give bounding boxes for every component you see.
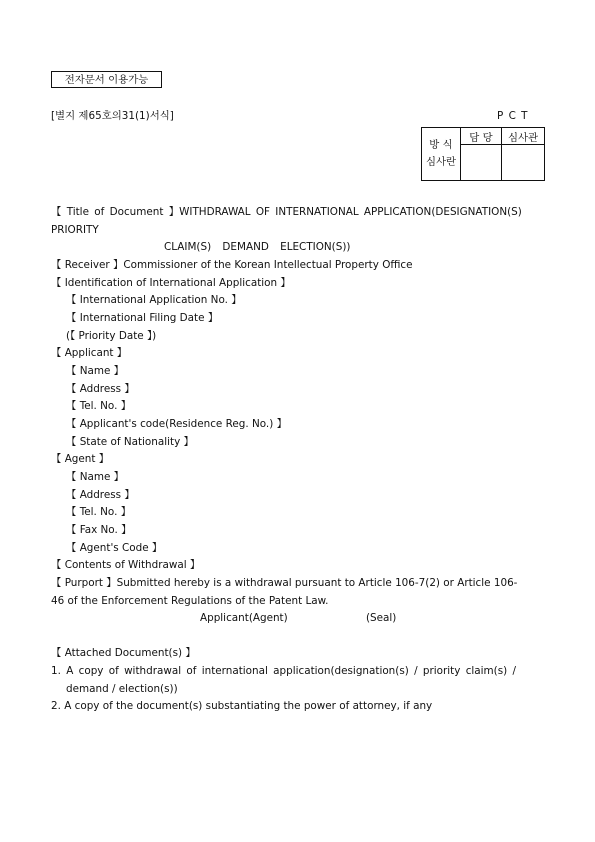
agent-fax: 【 Fax No. 】 bbox=[66, 524, 132, 536]
applicant-code: 【 Applicant's code(Residence Reg. No.) 】 bbox=[66, 418, 287, 430]
review-box-col2-header: 심사관 bbox=[502, 128, 545, 145]
electronic-document-badge: 전자문서 이용가능 bbox=[51, 71, 162, 88]
agent-code: 【 Agent's Code 】 bbox=[66, 542, 163, 554]
title-line-1: 【 Title of Document 】WITHDRAWAL OF INTERNATIONAL APPLICATION(DESIGNATION(S) bbox=[51, 206, 522, 218]
purport-line-2: 46 of the Enforcement Regulations of the Patent Law. bbox=[51, 595, 329, 607]
international-filing-date: 【 International Filing Date 】 bbox=[66, 312, 219, 324]
attached-item-1-line-1: 1. A copy of withdrawal of international application(designation(s) / priority claim(s) / bbox=[51, 665, 516, 677]
review-box-label-line1: 방 식 bbox=[429, 139, 453, 151]
review-box-col1-cell bbox=[461, 145, 502, 181]
form-number: [별지 제65호의31(1)서식] bbox=[51, 110, 174, 122]
applicant-name: 【 Name 】 bbox=[66, 365, 125, 377]
review-box-label-line2: 심사란 bbox=[425, 156, 457, 168]
pct-label: P C T bbox=[497, 110, 529, 122]
attached-item-1-line-2: demand / election(s)) bbox=[66, 683, 178, 695]
attached-heading: 【 Attached Document(s) 】 bbox=[51, 647, 196, 659]
agent-address: 【 Address 】 bbox=[66, 489, 135, 501]
applicant-nationality: 【 State of Nationality 】 bbox=[66, 436, 194, 448]
applicant-tel: 【 Tel. No. 】 bbox=[66, 400, 132, 412]
purport-line-1: 【 Purport 】Submitted hereby is a withdrawal pursuant to Article 106-7(2) or Article 106- bbox=[51, 577, 518, 589]
identification-heading: 【 Identification of International Application 】 bbox=[51, 277, 291, 289]
international-application-no: 【 International Application No. 】 bbox=[66, 294, 242, 306]
priority-date: (【 Priority Date 】) bbox=[66, 330, 157, 342]
review-box bbox=[421, 127, 545, 181]
seal-label: (Seal) bbox=[366, 612, 397, 624]
agent-heading: 【 Agent 】 bbox=[51, 453, 110, 465]
review-box-col1-header: 담 당 bbox=[461, 128, 502, 145]
applicant-address: 【 Address 】 bbox=[66, 383, 135, 395]
title-line-2: PRIORITY bbox=[51, 224, 99, 236]
contents-heading: 【 Contents of Withdrawal 】 bbox=[51, 559, 201, 571]
review-box-col2-cell bbox=[502, 145, 545, 181]
signature-label: Applicant(Agent) bbox=[200, 612, 288, 624]
title-line-3: CLAIM(S) DEMAND ELECTION(S)) bbox=[164, 241, 351, 253]
review-box-label bbox=[422, 128, 461, 181]
agent-name: 【 Name 】 bbox=[66, 471, 125, 483]
attached-item-2: 2. A copy of the document(s) substantiating the power of attorney, if any bbox=[51, 700, 433, 712]
agent-tel: 【 Tel. No. 】 bbox=[66, 506, 132, 518]
receiver: 【 Receiver 】Commissioner of the Korean Intellectual Property Office bbox=[51, 259, 413, 271]
applicant-heading: 【 Applicant 】 bbox=[51, 347, 128, 359]
